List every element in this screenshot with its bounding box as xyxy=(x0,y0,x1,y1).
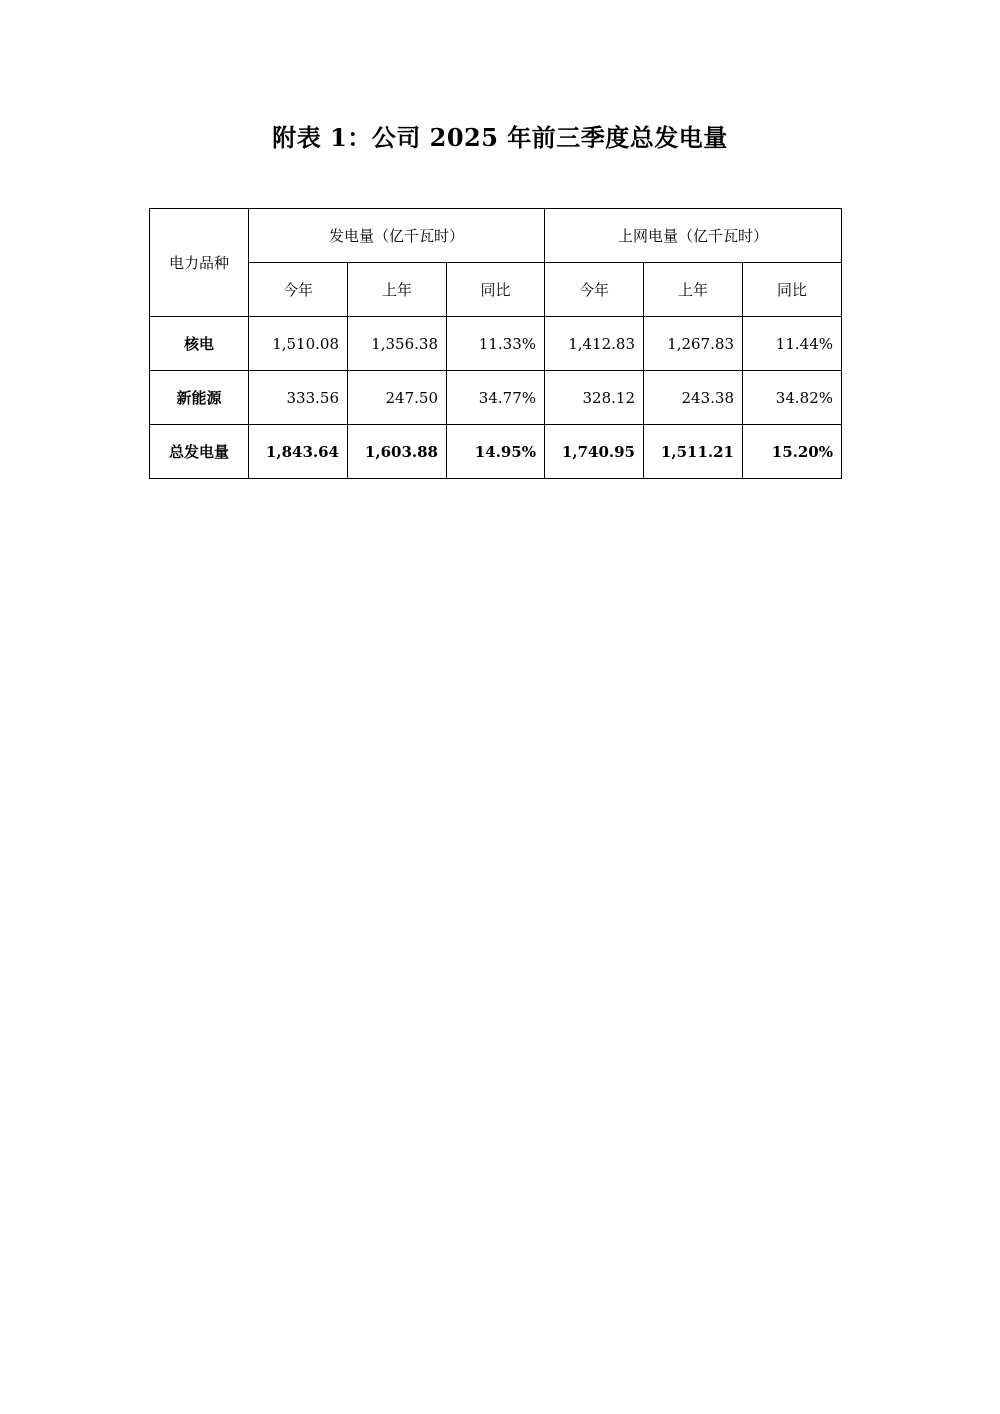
table-cell: 1,412.83 xyxy=(545,317,644,371)
page-title: 附表 1：公司 2025 年前三季度总发电量 xyxy=(272,123,728,152)
table-cell: 14.95% xyxy=(447,425,545,479)
sub-header-cell: 上年 xyxy=(348,263,447,317)
row-label: 新能源 xyxy=(150,371,249,425)
table-cell: 1,356.38 xyxy=(348,317,447,371)
group-header-grid: 上网电量（亿千瓦时） xyxy=(545,209,842,263)
sub-header-cell: 同比 xyxy=(447,263,545,317)
sub-header-cell: 今年 xyxy=(249,263,348,317)
table-cell: 34.77% xyxy=(447,371,545,425)
table-total-row xyxy=(150,425,842,479)
row-label: 总发电量 xyxy=(150,425,249,479)
table-cell: 333.56 xyxy=(249,371,348,425)
sub-header-cell: 上年 xyxy=(644,263,743,317)
table-cell: 1,843.64 xyxy=(249,425,348,479)
table-cell: 243.38 xyxy=(644,371,743,425)
table-cell: 247.50 xyxy=(348,371,447,425)
table-header-row-2 xyxy=(150,263,842,317)
group-header-generation: 发电量（亿千瓦时） xyxy=(249,209,545,263)
table-cell: 1,510.08 xyxy=(249,317,348,371)
table-cell: 328.12 xyxy=(545,371,644,425)
table-row xyxy=(150,317,842,371)
sub-header-cell: 今年 xyxy=(545,263,644,317)
table-cell: 1,740.95 xyxy=(545,425,644,479)
table-row xyxy=(150,371,842,425)
table-cell: 11.44% xyxy=(743,317,842,371)
generation-table xyxy=(149,208,842,479)
table-header-row-1 xyxy=(150,209,842,263)
table-cell: 1,511.21 xyxy=(644,425,743,479)
table-cell: 34.82% xyxy=(743,371,842,425)
table-cell: 15.20% xyxy=(743,425,842,479)
table-cell: 1,603.88 xyxy=(348,425,447,479)
row-label: 核电 xyxy=(150,317,249,371)
table-cell: 1,267.83 xyxy=(644,317,743,371)
row-header-cell: 电力品种 xyxy=(150,209,249,317)
sub-header-cell: 同比 xyxy=(743,263,842,317)
table-cell: 11.33% xyxy=(447,317,545,371)
